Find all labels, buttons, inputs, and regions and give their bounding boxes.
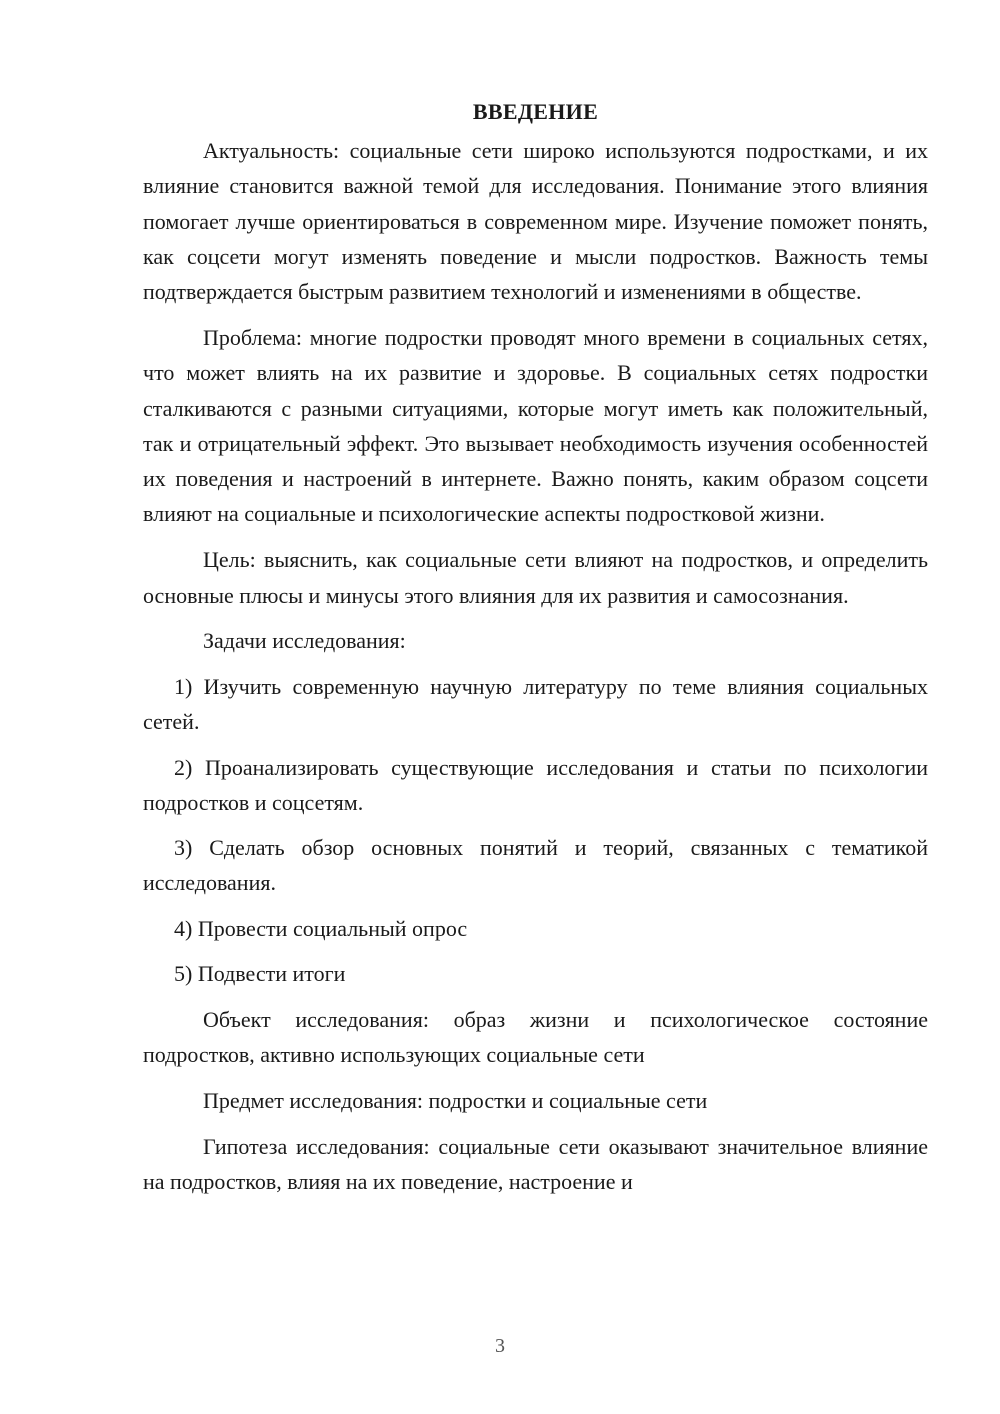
task-item-2: 2) Проанализировать существующие исследования и статьи по психологии подростков и соцсетям.	[143, 754, 928, 815]
task-item-4: 4) Провести социальный опрос	[174, 915, 468, 941]
task-item-1: 1) Изучить современную научную литературу по теме влияния социальных сетей.	[143, 674, 928, 735]
paragraph-subject: Предмет исследования: подростки и социальные сети	[203, 1087, 708, 1113]
page-number: 3	[495, 1335, 505, 1357]
task-item-3: 3) Сделать обзор основных понятий и теорий, связанных с тематикой исследования.	[143, 835, 928, 896]
page-content	[143, 94, 928, 1199]
task-item-5: 5) Подвести итоги	[174, 961, 346, 987]
paragraph-object: Объект исследования: образ жизни и психологическое состояние подростков, активно использующих социальные сети	[143, 1006, 928, 1067]
paragraph-problem: Проблема: многие подростки проводят много времени в социальных сетях, что может влиять на их развитие и здоровье. В социальных сетях подростки сталкиваются с разными ситуациями, которые могут иметь как положительный, так и отрицательный эффект. Это вызывает необходимость изучения особенностей их поведения и настроений в интернете. Важно понять, каким образом соцсети влияют на социальные и психологические аспекты подростковой жизни.	[143, 324, 928, 527]
paragraph-relevance: Актуальность: социальные сети широко используются подростками, и их влияние становится важной темой для исследования. Понимание этого влияния помогает лучше ориентироваться в современном мире. Изучение поможет понять, как соцсети могут изменять поведение и мысли подростков. Важность темы подтверждается быстрым развитием технологий и изменениями в обществе.	[143, 138, 928, 305]
paragraph-hypothesis: Гипотеза исследования: социальные сети оказывают значительное влияние на подростков, влияя на их поведение, настроение и	[143, 1133, 928, 1194]
paragraph-goal: Цель: выяснить, как социальные сети влияют на подростков, и определить основные плюсы и минусы этого влияния для их развития и самосознания.	[143, 547, 928, 608]
section-heading: ВВЕДЕНИЕ	[472, 99, 599, 124]
tasks-title: Задачи исследования:	[203, 628, 406, 654]
